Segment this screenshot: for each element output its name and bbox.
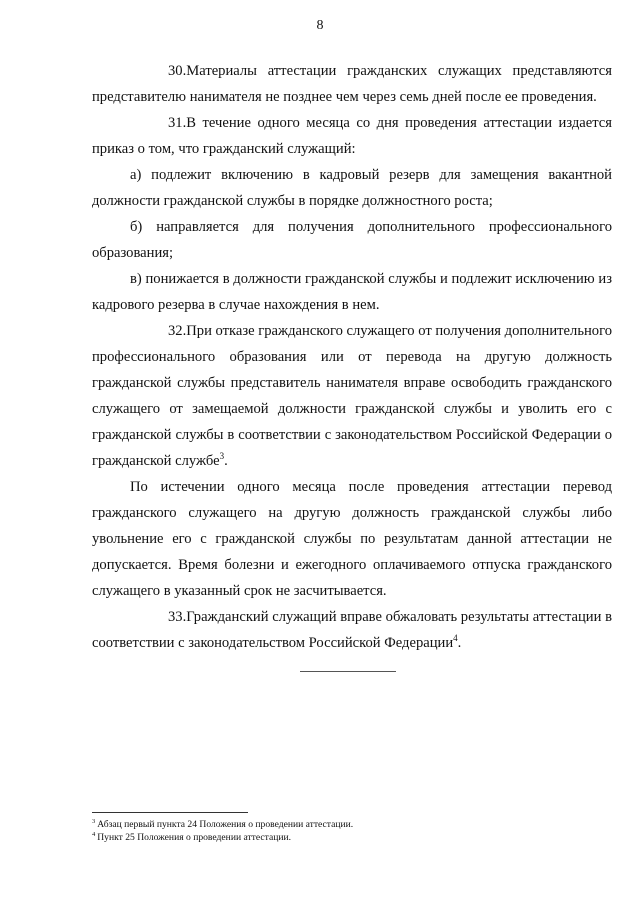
page-number: 8 xyxy=(316,18,324,33)
paragraph-text: в) понижается в должности гражданской службы и подлежит исключению из кадрового резерва в случае нахождения в нем. xyxy=(92,271,612,313)
paragraph-text: Материалы аттестации гражданских служащих представляются представителю нанимателя не позднее чем через семь дней после ее проведения. xyxy=(92,63,612,105)
paragraph-text: а) подлежит включению в кадровый резерв для замещения вакантной должности гражданской службы в порядке должностного роста; xyxy=(92,167,612,209)
paragraph-text: Гражданский служащий вправе обжаловать результаты аттестации в соответствии с законодательством Российской Федерации xyxy=(92,609,612,651)
paragraph-32 xyxy=(92,318,612,474)
paragraph-text: При отказе гражданского служащего от получения дополнительного профессионального образования или от перевода на другую должность гражданской службы представитель нанимателя вправе освободить гражданского служащего от замещаемой должности гражданской службы и уволить его с гражданской службы в соответствии с законодательством Российской Федерации о гражданской службе xyxy=(92,323,612,469)
footnote-text: Пункт 25 Положения о проведении аттестации. xyxy=(97,832,291,843)
footnote-separator xyxy=(92,812,248,813)
footnote-mark: 4 xyxy=(92,830,96,838)
footnotes xyxy=(92,818,612,844)
document-body xyxy=(92,58,612,656)
paragraph-33 xyxy=(92,604,612,656)
footnote-3 xyxy=(92,818,612,831)
paragraph-31 xyxy=(92,110,612,162)
paragraph-number: 31. xyxy=(168,115,187,131)
paragraph-number: 33. xyxy=(168,609,187,625)
paragraph-text: По истечении одного месяца после проведения аттестации перевод гражданского служащего на другую должность гражданской службы либо увольнение его с гражданской службы по результатам данной аттестации не допускается. Время болезни и ежегодного оплачиваемого отпуска гражданского служащего в указанный срок не засчитывается. xyxy=(92,479,612,599)
paragraph-32-continued xyxy=(92,474,612,604)
footnote-ref: 4 xyxy=(453,633,458,644)
footnote-text: Абзац первый пункта 24 Положения о проведении аттестации. xyxy=(97,819,354,830)
footnote-mark: 3 xyxy=(92,817,96,825)
end-divider xyxy=(300,671,396,672)
paragraph-number: 32. xyxy=(168,323,187,339)
paragraph-31-item-a xyxy=(92,162,612,214)
paragraph-number: 30. xyxy=(168,63,187,79)
footnote-4 xyxy=(92,831,612,844)
paragraph-end: . xyxy=(224,453,228,469)
paragraph-text: б) направляется для получения дополнительного профессионального образования; xyxy=(92,219,612,261)
footnote-ref: 3 xyxy=(219,451,225,462)
paragraph-text: В течение одного месяца со дня проведения аттестации издается приказ о том, что гражданский служащий: xyxy=(92,115,612,157)
paragraph-31-item-b xyxy=(92,214,612,266)
paragraph-30 xyxy=(92,58,612,110)
paragraph-end: . xyxy=(457,635,462,651)
paragraph-31-item-c xyxy=(92,266,612,318)
